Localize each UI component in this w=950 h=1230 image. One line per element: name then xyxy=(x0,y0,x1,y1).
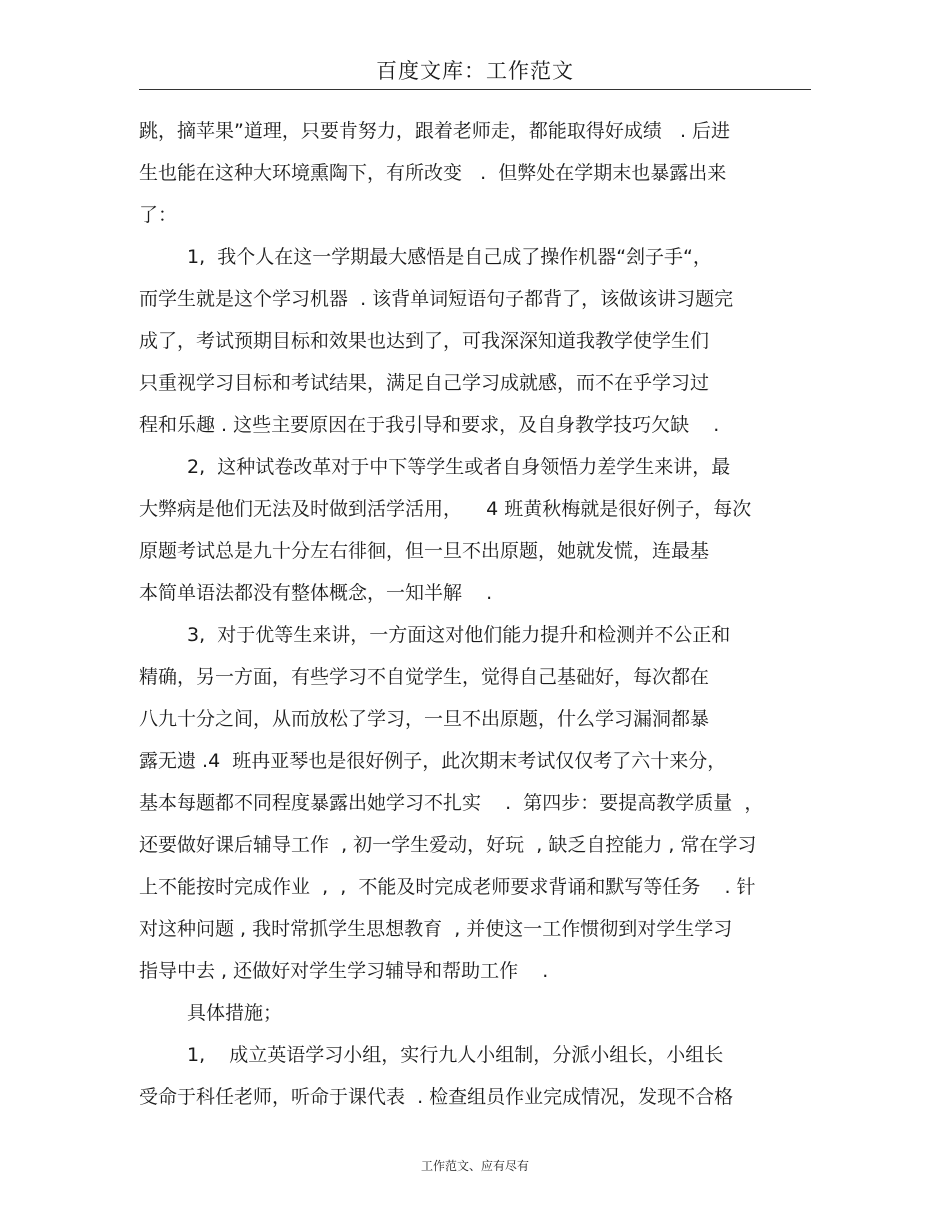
text-line: 只重视学习目标和考试结果，满足自己学习成就感，而不在乎学习过 xyxy=(139,372,710,394)
text-line: 2, 这种试卷改革对于中下等学生或者自身领悟力差学生来讲，最 xyxy=(187,456,731,478)
text-line: 对这种问题 , 我时常抓学生思想教育 , 并使这一工作惯彻到对学生学习 xyxy=(139,918,733,940)
text-line: 本简单语法都没有整体概念，一知半解 . xyxy=(139,582,493,604)
text-line: 八九十分之间，从而放松了学习，一旦不出原题，什么学习漏洞都暴 xyxy=(139,708,710,730)
text-line: 露无遗 .4 班冉亚琴也是很好例子，此次期末考试仅仅考了六十来分， xyxy=(139,750,727,772)
text-line: 还要做好课后辅导工作 , 初一学生爱动，好玩 , 缺乏自控能力 , 常在学习 xyxy=(139,834,757,856)
text-line: 跳，摘苹果”道理，只要肯努力，跟着老师走，都能取得好成绩 . 后进 xyxy=(139,120,731,142)
text-line: 成了，考试预期目标和效果也达到了，可我深深知道我教学使学生们 xyxy=(139,330,710,352)
header-divider xyxy=(139,89,811,90)
text-line: 指导中去 , 还做好对学生学习辅导和帮助工作 . xyxy=(139,960,549,982)
text-line: 大弊病是他们无法及时做到活学活用， 4 班黄秋梅就是很好例子，每次 xyxy=(139,498,752,520)
text-line: 而学生就是这个学习机器 . 该背单词短语句子都背了，该做该讲习题完 xyxy=(139,288,734,310)
text-line: 基本每题都不同程度暴露出她学习不扎实 . 第四步：要提高教学质量 ， xyxy=(139,792,764,814)
page-header-title: 百度文库：工作范文 xyxy=(376,59,574,83)
text-line: 了： xyxy=(139,204,178,226)
text-line: 原题考试总是九十分左右徘徊，但一旦不出原题，她就发慌，连最基 xyxy=(139,540,710,562)
text-line: 受命于科任老师，听命于课代表 . 检查组员作业完成情况，发现不合格 xyxy=(139,1086,734,1108)
text-line: 具体措施； xyxy=(187,1002,283,1024)
text-line: 1, 成立英语学习小组，实行九人小组制，分派小组长，小组长 xyxy=(187,1044,724,1066)
document-body xyxy=(139,110,811,1118)
page-footer: 工作范文、应有尽有 xyxy=(420,1159,529,1173)
text-line: 生也能在这种大环境熏陶下，有所改变 . 但弊处在学期末也暴露出来 xyxy=(139,162,727,184)
text-line: 精确，另一方面，有些学习不自觉学生，觉得自己基础好，每次都在 xyxy=(139,666,710,688)
text-line: 程和乐趣 . 这些主要原因在于我引导和要求，及自身教学技巧欠缺 . xyxy=(139,414,720,436)
text-line: 上不能按时完成作业 , , 不能及时完成老师要求背诵和默写等任务 . 针 xyxy=(139,876,756,898)
text-line: 1, 我个人在这一学期最大感悟是自己成了操作机器“刽子手“， xyxy=(187,246,712,268)
text-line: 3, 对于优等生来讲，一方面这对他们能力提升和检测并不公正和 xyxy=(187,624,731,646)
